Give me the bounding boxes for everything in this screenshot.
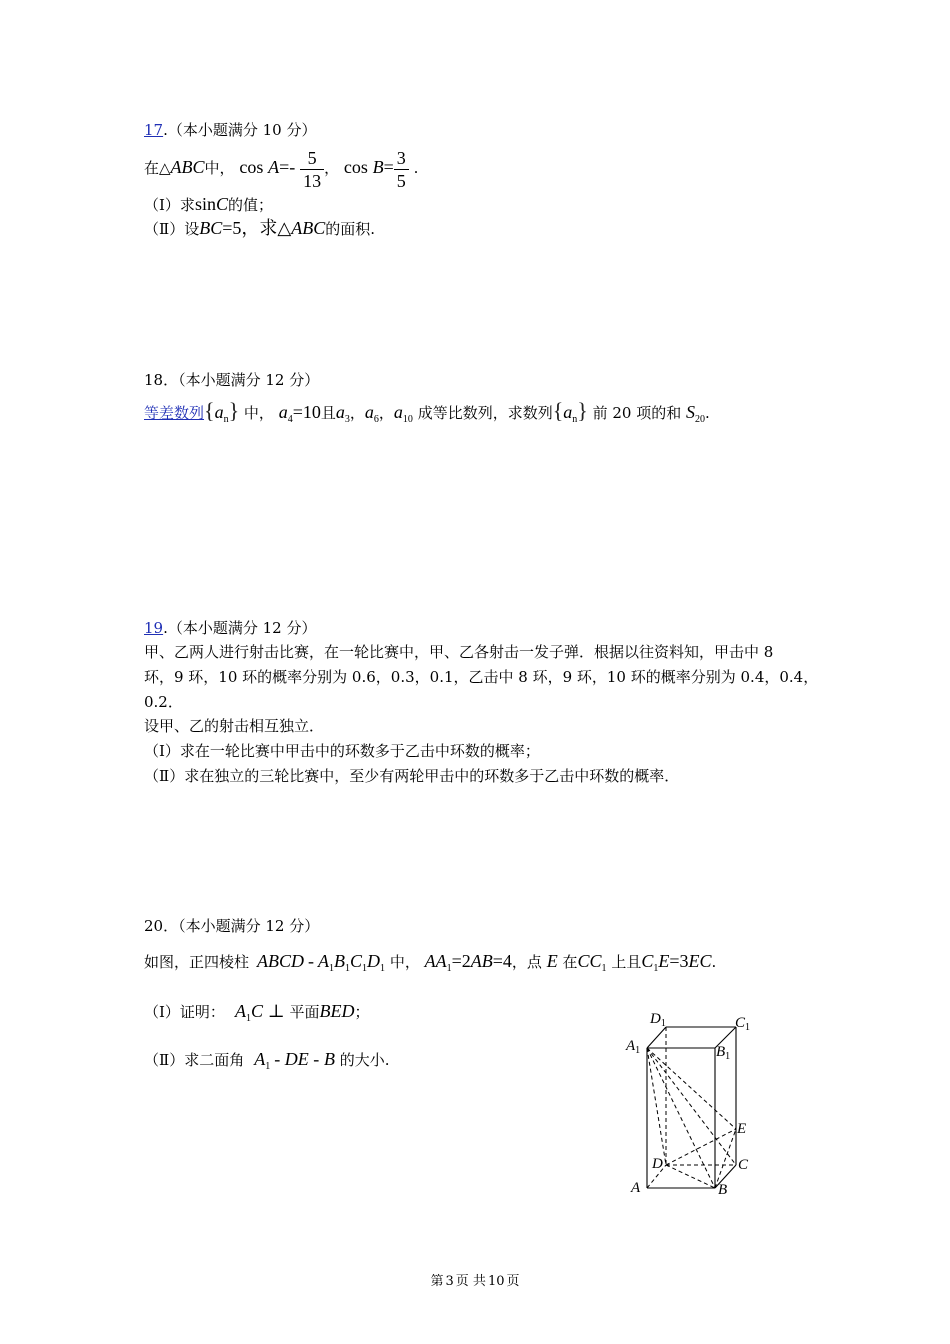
page-number: 3 [445,1274,454,1289]
var-abcd: ABCD [257,951,305,971]
period: . [705,404,710,422]
equals-3: =3 [669,951,689,971]
text: 如图，正四棱柱 [144,953,250,971]
period: . [413,159,419,177]
sub-n: n [223,414,229,425]
text: 中， [243,404,274,422]
line-a1c [647,1048,736,1165]
sub-1: 1 [345,963,351,974]
comma: ， [378,404,394,422]
right-brace: } [228,398,240,423]
q17-statement [144,143,418,192]
var-b: B [372,157,384,177]
q19-line: 设甲、乙的射击相互独立． [144,717,325,735]
triangle-abc: ABC [170,157,205,177]
sub-6: 6 [373,414,379,425]
sub-1: 1 [653,963,659,974]
label-e: E [737,1121,747,1137]
text: 在△ [144,159,171,177]
fraction-5-13 [300,147,324,192]
var-c: C [350,951,363,971]
text: 前 20 项的和 [592,404,682,422]
plane-bed: BED [319,1001,355,1021]
sin: sin [194,194,216,214]
fraction-3-5 [394,147,409,192]
q17-number-link[interactable]: 17 [144,121,164,139]
cos: cos [343,157,368,177]
q19-header [144,616,317,640]
line-a1e [647,1048,736,1129]
var-s: S [686,402,696,422]
sub-20: 20 [695,414,706,425]
numerator: 5 [300,147,324,170]
q20-part-2 [144,1044,390,1082]
sub-n: n [572,414,578,425]
sub-1: 1 [362,963,368,974]
q19-line: 0.2． [144,693,183,711]
var-a: A [254,1049,266,1069]
label-d: D [652,1156,663,1172]
label-a: A [631,1180,641,1196]
perpendicular-symbol: ⊥ [267,1001,285,1021]
q19-part-1: （Ⅰ）求在一轮比赛中甲击中的环数多于乙击中环数的概率； [144,742,540,760]
q18-header: 18．（本小题满分 12 分） [144,371,320,389]
line-db [666,1165,715,1188]
edge-de: - DE - [274,1049,320,1069]
text: 中， [204,159,235,177]
denominator: 13 [303,170,322,191]
var-c: C [641,951,654,971]
sub-1: 1 [245,1013,251,1024]
var-ab: AB [470,951,493,971]
var-a: a [335,402,345,422]
var-b: B [334,951,346,971]
q20-header: 20．（本小题满分 12 分） [144,917,320,935]
text: 成等比数列，求数列 [417,404,553,422]
var-c: C [250,1001,263,1021]
left-brace: { [552,398,564,423]
text: 的面积. [325,220,375,238]
q20-part-1 [144,996,369,1034]
label-d1: $D_1$ [650,1011,666,1029]
text: 页 共 [455,1274,486,1289]
text: 第 [430,1274,444,1289]
arithmetic-sequence-link[interactable]: 等差数列 [144,404,205,422]
text: （Ⅱ）求二面角 [144,1051,245,1069]
var-d: D [367,951,381,971]
var-c: C [215,194,228,214]
var-a: a [393,402,403,422]
q18-statement [144,396,710,435]
comma: ， [349,404,365,422]
q19-line: 环，9 环，10 环的概率分别为 0.6，0.3，0.1，乙击中 8 环，9 环，10 环的概率分别为 0.4，0.4， [144,668,819,686]
denominator: 5 [396,170,406,191]
left-brace: { [204,398,215,423]
text: 中， [389,953,420,971]
comma: ， [324,159,340,177]
text: 上且 [611,953,642,971]
text: 的大小. [339,1051,390,1069]
q19-number-link[interactable]: 19 [144,619,164,637]
q19-line: 甲、乙两人进行射击比赛，在一轮比赛中，甲、乙各射击一发子弹．根据以往资料知，甲击中 8 [144,643,774,661]
period: . [711,953,717,971]
text: （Ⅰ）求 [144,196,195,214]
var-a: a [563,402,573,422]
var-a: A [318,951,330,971]
q17-score: .（本小题满分 10 分） [163,121,317,139]
sub-1: 1 [265,1061,271,1072]
label-c1: $C_1$ [735,1015,751,1033]
var-a: A [234,1001,246,1021]
numerator: 3 [394,147,409,170]
semicolon: ； [354,1003,370,1021]
equals-minus: =- [279,157,296,177]
text: 平面 [289,1003,320,1021]
q19-score: .（本小题满分 12 分） [163,619,317,637]
sub-1: 1 [329,963,335,974]
text: =5，求△ [222,218,292,238]
label-a1: $A_1$ [626,1038,641,1056]
var-a: a [364,402,374,422]
question-17 [144,118,824,248]
var-a: a [278,402,288,422]
q17-part-1 [144,192,273,217]
text: 且 [320,404,336,422]
question-19 [144,616,824,786]
dash: - [308,951,315,971]
equals-2: =2 [451,951,471,971]
text: 在 [562,953,578,971]
equals: = [383,157,394,177]
line-a1d [647,1048,666,1165]
q17-part-2 [144,216,375,241]
text: （Ⅱ）设 [144,220,200,238]
var-ec: EC [688,951,712,971]
label-b: B [718,1182,728,1198]
var-aa: AA [424,951,447,971]
var-e: E [658,951,670,971]
question-18 [144,368,824,438]
q17-header [144,118,317,142]
var-e: E [546,951,558,971]
page-total: 10 [487,1274,505,1289]
text: 页 [506,1274,520,1289]
sub-3: 3 [344,414,350,425]
text: 的值； [227,196,273,214]
equals-10: =10 [292,402,321,422]
triangle-abc: ABC [291,218,326,238]
var-a: a [214,402,224,422]
sub-1: 1 [601,963,607,974]
q19-part-2: （Ⅱ）求在独立的三轮比赛中，至少有两轮甲击中的环数多于乙击中环数的概率． [144,767,680,785]
equals-4: =4 [492,951,512,971]
var-cc: CC [577,951,602,971]
var-b: B [323,1049,335,1069]
var-bc: BC [199,218,223,238]
page-footer [0,1270,950,1289]
prism-figure [622,1005,762,1200]
var-a: A [268,157,280,177]
text: （Ⅰ）证明： [144,1003,225,1021]
sub-1: 1 [446,963,452,974]
cos: cos [239,157,264,177]
q20-statement [144,946,716,984]
edge-d1a1 [647,1027,666,1048]
text: ，点 [511,953,542,971]
right-brace: } [577,398,588,423]
sub-10: 10 [402,414,413,425]
label-b1: $B_1$ [716,1044,731,1062]
label-c: C [738,1157,749,1173]
sub-4: 4 [287,414,293,425]
sub-1: 1 [380,963,386,974]
